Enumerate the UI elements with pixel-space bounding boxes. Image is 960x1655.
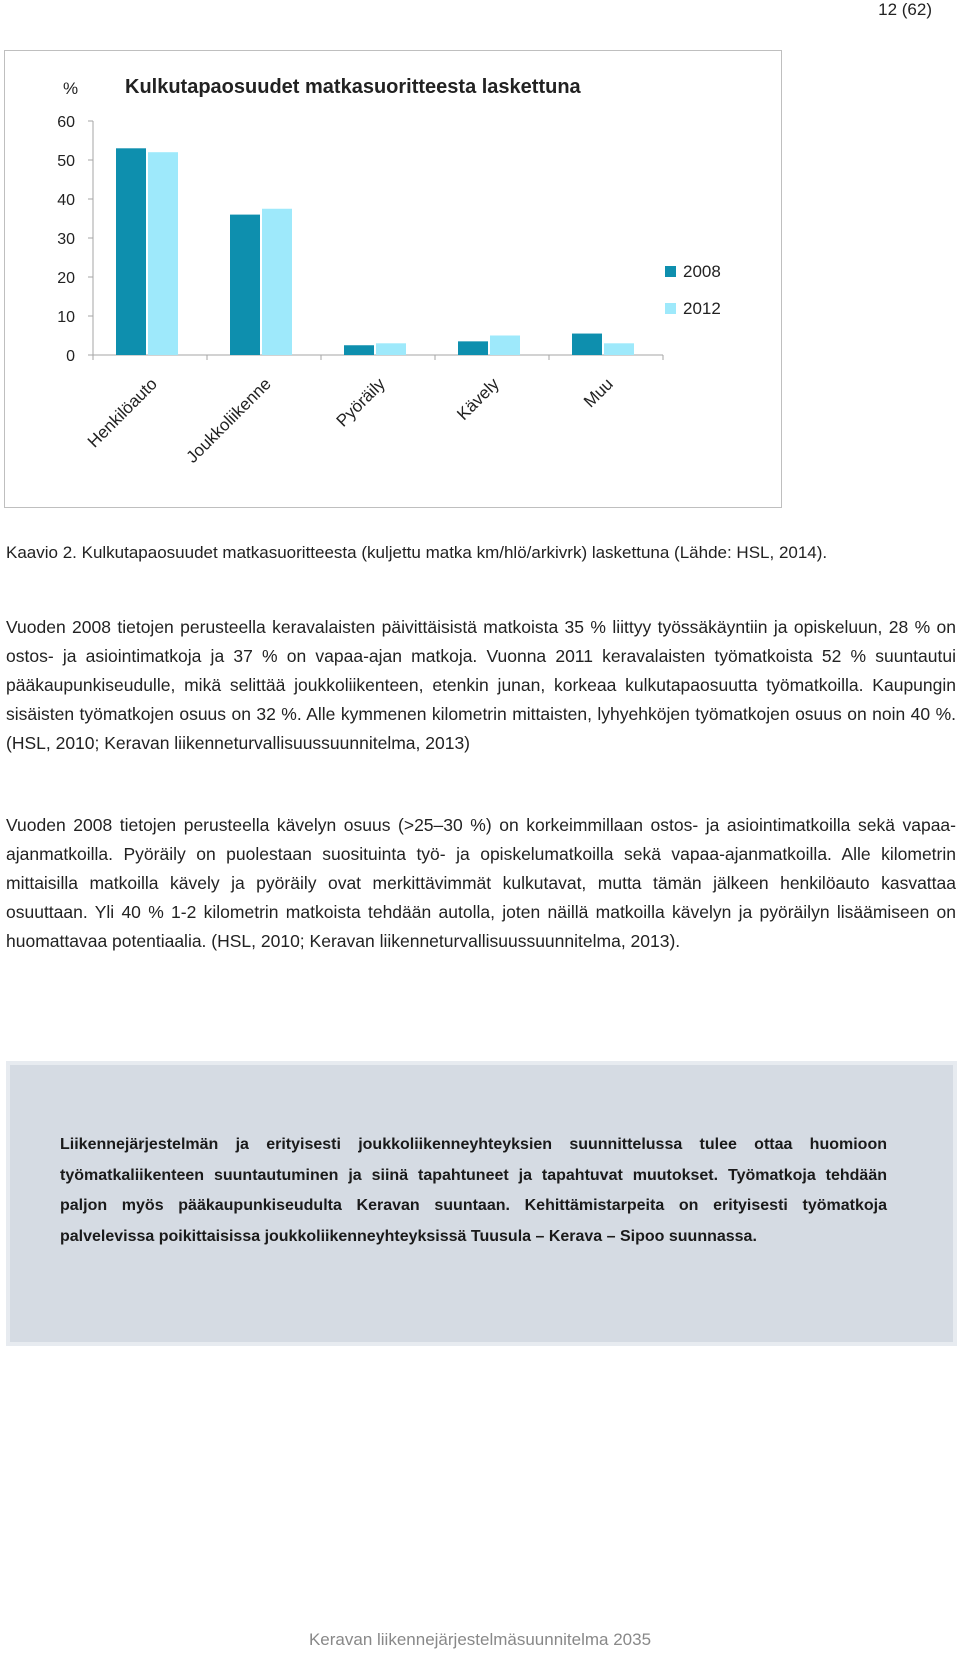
bar-chart (4, 50, 782, 508)
x-tick-label: Kävely (453, 374, 503, 424)
bar-2012-4 (604, 343, 634, 355)
bar-2008-0 (116, 148, 146, 355)
chart-caption: Kaavio 2. Kulkutapaosuudet matkasuoritteesta (kuljettu matka km/hlö/arkivrk) laskettuna (Lähde: HSL, 2014). (6, 543, 828, 562)
x-tick-label: Joukkoliikenne (182, 374, 275, 467)
bar-2012-2 (376, 343, 406, 355)
bar-2008-3 (458, 341, 488, 355)
legend-swatch-2008 (665, 266, 676, 277)
callout-text: Liikennejärjestelmän ja erityisesti joukkoliikenneyhteyksien suunnittelussa tulee ottaa huomioon työmatkaliikenteen suuntautuminen ja siinä tapahtuneet ja tapahtuvat muutokset. Työmatkoja tehdään paljon myös pääkaupunkiseudulta Keravan suuntaan. Kehittämistarpeita on erityisesti työmatkoja palvelevissa poikittaisissa joukkoliikenneyhteyksissä Tuusula – Kerava – Sipoo suunnassa. (60, 1136, 887, 1245)
legend-label-2012: 2012 (683, 299, 721, 318)
x-tick-label: Muu (580, 374, 617, 412)
bar-2012-0 (148, 152, 178, 355)
chart-svg (5, 51, 781, 507)
legend-label-2008: 2008 (683, 262, 721, 281)
bar-2012-3 (490, 336, 520, 356)
y-tick-label: 10 (57, 309, 75, 326)
x-tick-label: Pyöräily (332, 374, 389, 431)
y-tick-label: 60 (57, 114, 75, 131)
y-tick-label: 40 (57, 192, 75, 209)
page-footer: Keravan liikennejärjestelmäsuunnitelma 2035 (308, 1630, 652, 1649)
bar-2008-4 (572, 334, 602, 355)
legend-swatch-2012 (665, 303, 676, 314)
bar-2008-1 (230, 215, 260, 355)
y-tick-label: 20 (57, 270, 75, 287)
y-tick-label: 30 (57, 231, 75, 248)
y-tick-label: 0 (66, 348, 75, 365)
paragraph-2: Vuoden 2008 tietojen perusteella kävelyn osuus (>25–30 %) on korkeimmillaan ostos- ja asiointimatkoilla sekä vapaa-ajanmatkoilla. Pyöräily on puolestaan suosituinta työ- ja opiskelumatkoilla sekä vapaa-ajanmatkoilla. Alle kilometrin mittaisilla matkoilla kävely ja pyöräily ovat merkittävimmät kulkutavat, mutta tämän jälkeen henkilöauto kasvattaa osuuttaan. Yli 40 % 1-2 kilometrin matkoista tehdään autolla, joten näillä matkoilla kävelyn ja pyöräilyn lisäämiseen on huomattavaa potentiaalia. (HSL, 2010; Keravan liikenneturvallisuussuunnitelma, 2013). (6, 815, 956, 951)
bar-2012-1 (262, 209, 292, 355)
page-number: 12 (62) (878, 0, 932, 19)
y-axis-label: % (63, 79, 79, 98)
x-tick-label: Henkilöauto (83, 374, 161, 452)
chart-title: Kulkutapaosuudet matkasuoritteesta laskettuna (125, 76, 581, 98)
y-tick-label: 50 (57, 153, 75, 170)
paragraph-1: Vuoden 2008 tietojen perusteella keravalaisten päivittäisistä matkoista 35 % liittyy työssäkäyntiin ja opiskeluun, 28 % on ostos- ja asiointimatkoja ja 37 % on vapaa-ajan matkoja. Vuonna 2011 keravalaisten työmatkoista 52 % suuntautui pääkaupunkiseudulle, mikä selittää joukkoliikenteen, etenkin junan, korkeaa kulkutapaosuutta työmatkoilla. Kaupungin sisäisten työmatkojen osuus on 32 %. Alle kymmenen kilometrin mittaisten, lyhyehköjen työmatkojen osuus on noin 40 %. (HSL, 2010; Keravan liikenneturvallisuussuunnitelma, 2013) (6, 617, 956, 753)
callout-box (6, 1061, 957, 1346)
bar-2008-2 (344, 345, 374, 355)
